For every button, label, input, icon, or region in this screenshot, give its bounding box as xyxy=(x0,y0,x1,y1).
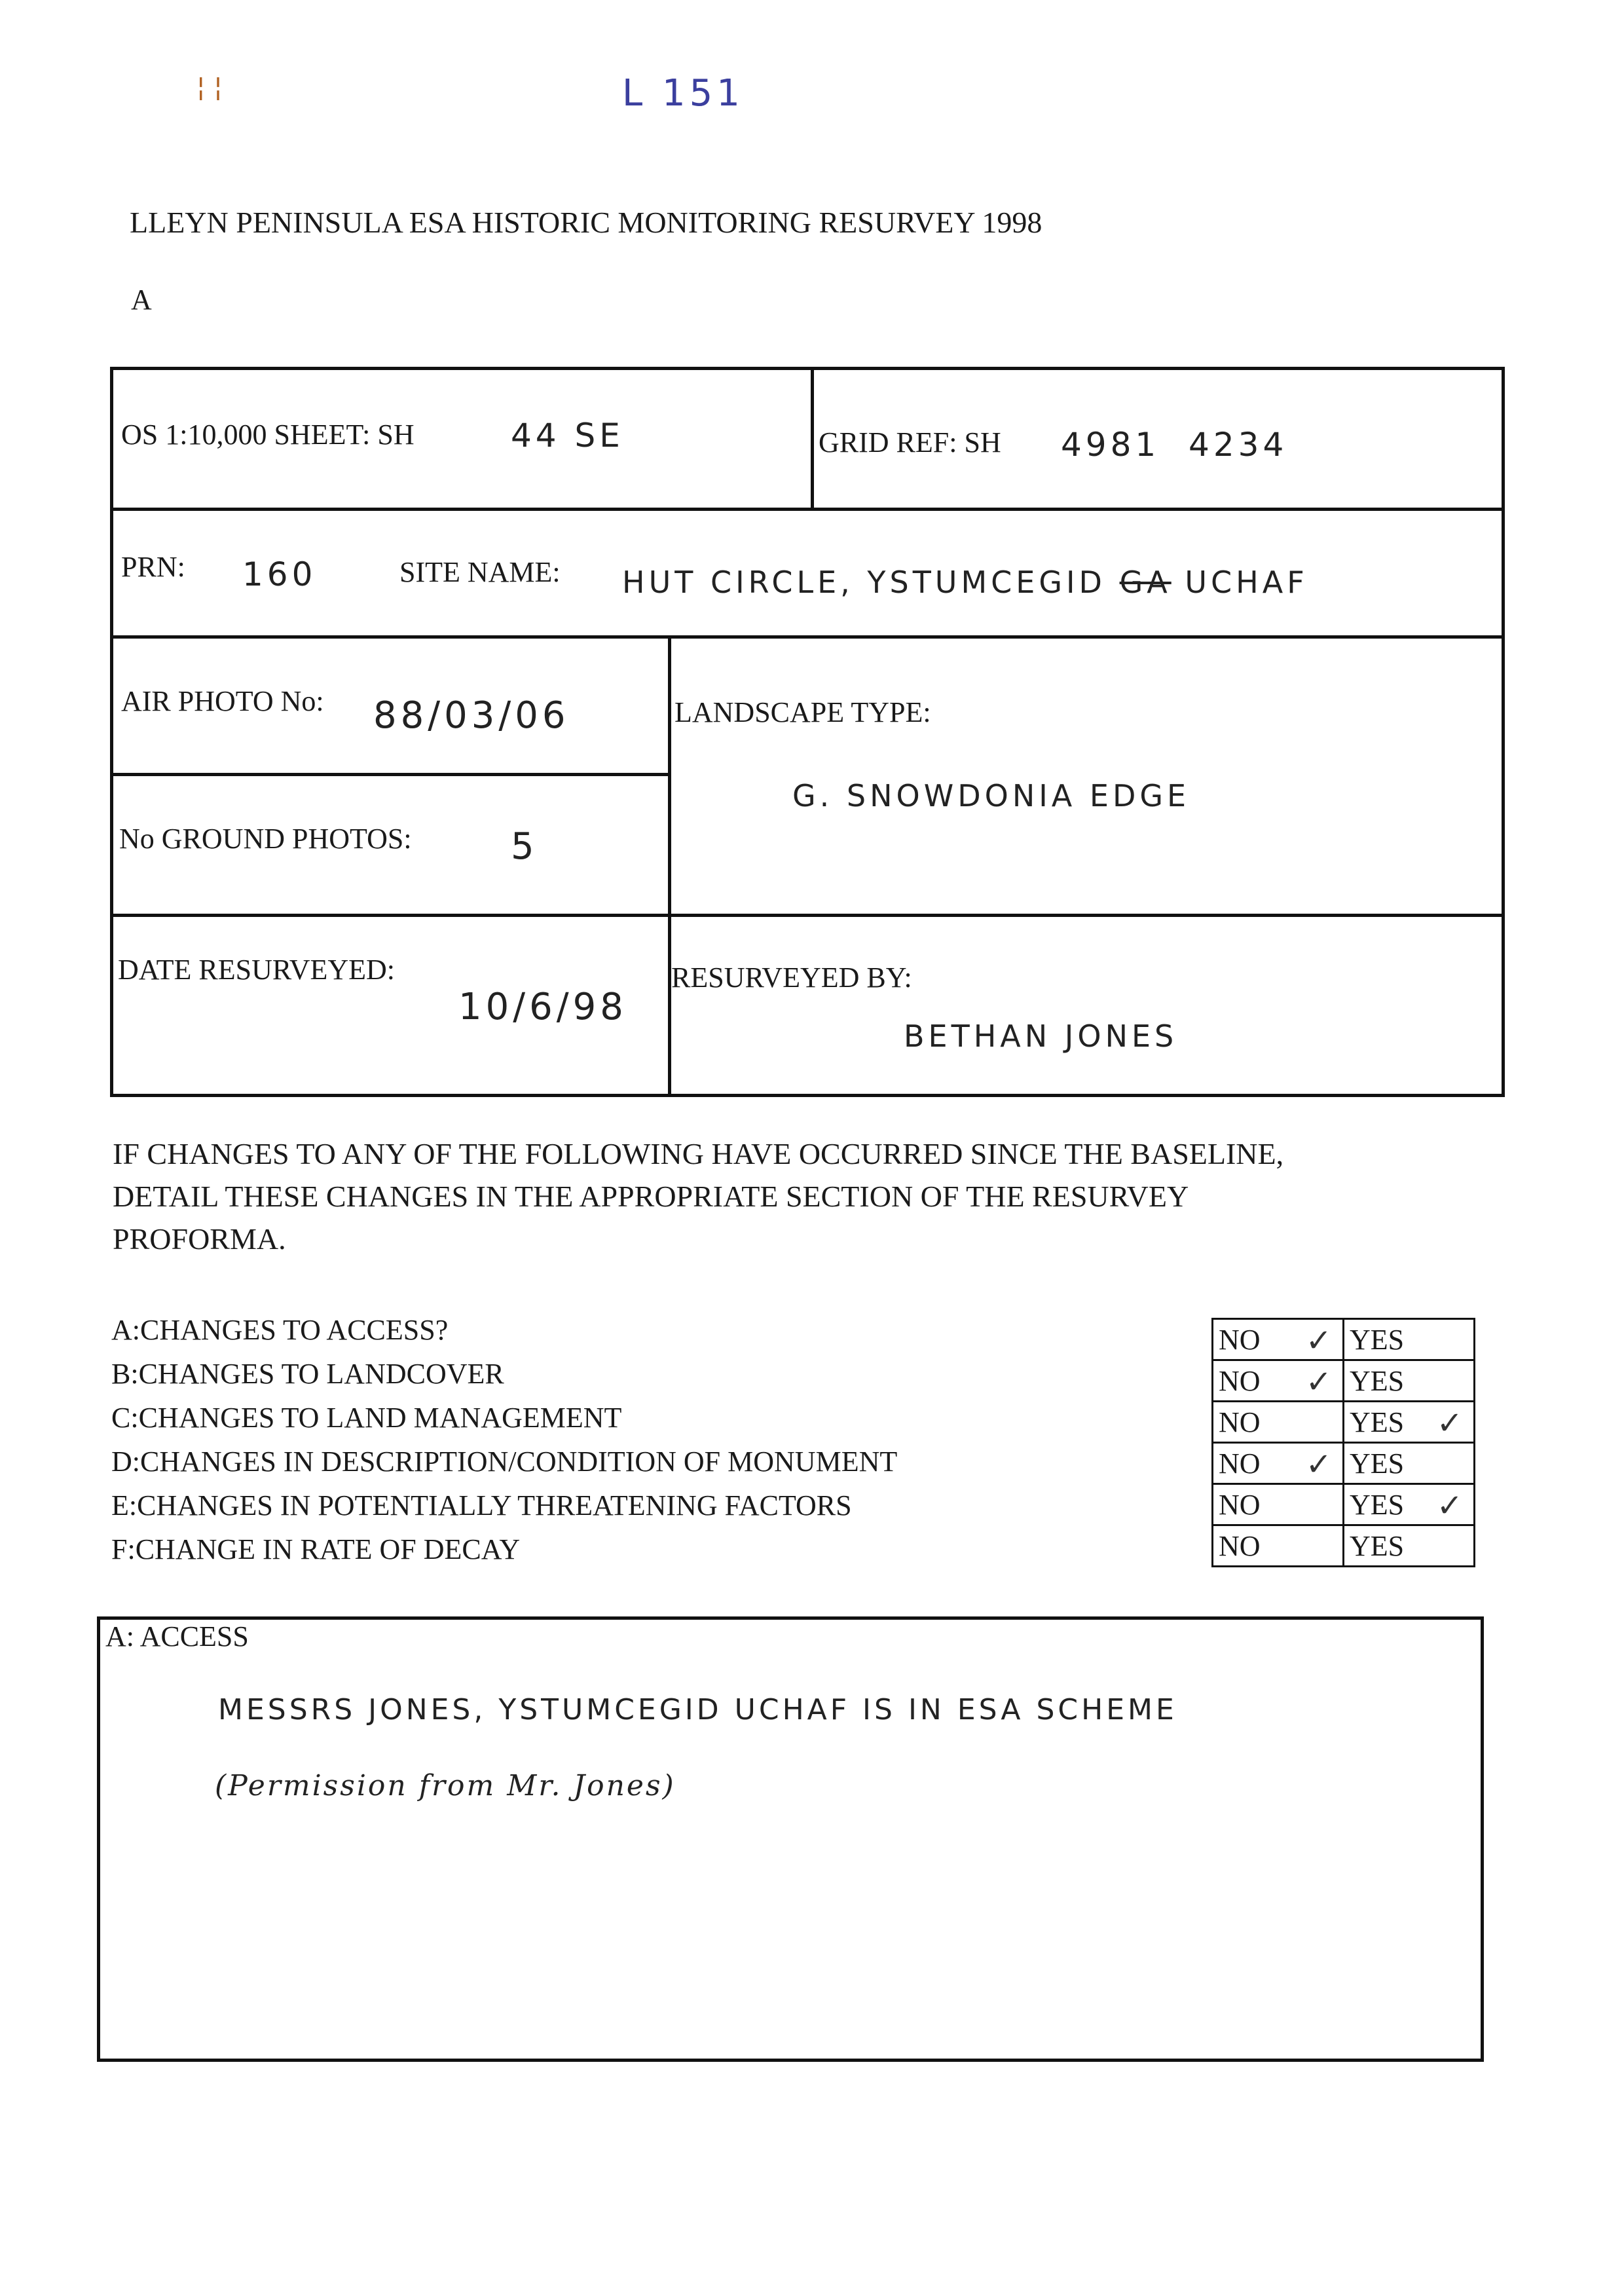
no-label: NO xyxy=(1219,1364,1261,1397)
no-label: NO xyxy=(1219,1447,1261,1480)
yes-label: YES xyxy=(1350,1529,1405,1562)
no-tick: ✓ xyxy=(1305,1364,1332,1400)
no-cell[interactable] xyxy=(1213,1360,1344,1402)
access-section xyxy=(97,1616,1484,2062)
instruction-line: IF CHANGES TO ANY OF THE FOLLOWING HAVE OCCURRED SINCE THE BASELINE, xyxy=(113,1137,1284,1170)
change-question: E:CHANGES IN POTENTIALLY THREATENING FACTORS xyxy=(111,1489,852,1521)
prn-value: 160 xyxy=(242,555,317,593)
form-rule xyxy=(668,635,671,1097)
yes-cell[interactable] xyxy=(1344,1402,1475,1443)
yes-label: YES xyxy=(1350,1447,1405,1480)
grid-ref-value: 4981 4234 xyxy=(1061,426,1288,464)
site-name-struck: GA xyxy=(1119,565,1172,600)
yes-cell[interactable] xyxy=(1344,1319,1475,1360)
no-tick: ✓ xyxy=(1305,1322,1332,1359)
yes-cell[interactable] xyxy=(1344,1484,1475,1525)
air-photo-label: AIR PHOTO No: xyxy=(121,685,324,717)
yes-tick: ✓ xyxy=(1436,1487,1463,1524)
form-rule xyxy=(110,773,670,776)
yes-no-row xyxy=(1213,1360,1475,1402)
no-cell[interactable] xyxy=(1213,1484,1344,1525)
yes-no-row xyxy=(1213,1443,1475,1484)
resurveyed-by-value: BETHAN JONES xyxy=(904,1018,1178,1054)
page-mark: L 151 xyxy=(622,72,744,115)
no-label: NO xyxy=(1219,1406,1261,1438)
document-title: LLEYN PENINSULA ESA HISTORIC MONITORING RESURVEY 1998 xyxy=(130,206,1043,239)
no-tick: ✓ xyxy=(1305,1446,1332,1483)
resurveyed-by-label: RESURVEYED BY: xyxy=(671,961,912,994)
form-rule xyxy=(110,635,1505,639)
form-rule xyxy=(110,914,1505,917)
yes-label: YES xyxy=(1350,1406,1405,1438)
yes-no-row xyxy=(1213,1525,1475,1567)
change-question: B:CHANGES TO LANDCOVER xyxy=(111,1358,504,1390)
landscape-type-value: G. SNOWDONIA EDGE xyxy=(792,778,1190,813)
yes-cell[interactable] xyxy=(1344,1525,1475,1567)
instruction-line: PROFORMA. xyxy=(113,1222,286,1256)
no-label: NO xyxy=(1219,1488,1261,1521)
site-name-value xyxy=(622,565,1308,600)
yes-tick: ✓ xyxy=(1436,1405,1463,1442)
date-resurveyed-value: 10/6/98 xyxy=(458,986,627,1028)
access-note-line: MESSRS JONES, YSTUMCEGID UCHAF IS IN ESA SCHEME xyxy=(218,1693,1177,1726)
yes-no-row xyxy=(1213,1319,1475,1360)
yes-cell[interactable] xyxy=(1344,1443,1475,1484)
yes-label: YES xyxy=(1350,1364,1405,1397)
change-question: C:CHANGES TO LAND MANAGEMENT xyxy=(111,1402,622,1434)
scan-marks: ¦ ¦ xyxy=(196,72,223,102)
change-question: F:CHANGE IN RATE OF DECAY xyxy=(111,1533,521,1565)
yes-no-row xyxy=(1213,1402,1475,1443)
no-cell[interactable] xyxy=(1213,1443,1344,1484)
ground-photos-label: No GROUND PHOTOS: xyxy=(119,823,412,855)
change-question: A:CHANGES TO ACCESS? xyxy=(111,1314,449,1346)
change-question: D:CHANGES IN DESCRIPTION/CONDITION OF MONUMENT xyxy=(111,1446,898,1478)
access-heading: A: ACCESS xyxy=(105,1620,249,1652)
form-rule xyxy=(811,367,814,508)
landscape-type-label: LANDSCAPE TYPE: xyxy=(674,696,931,728)
site-name-label: SITE NAME: xyxy=(399,556,561,588)
instruction-line: DETAIL THESE CHANGES IN THE APPROPRIATE SECTION OF THE RESURVEY xyxy=(113,1180,1189,1213)
yes-no-row xyxy=(1213,1484,1475,1525)
yes-label: YES xyxy=(1350,1488,1405,1521)
date-resurveyed-label: DATE RESURVEYED: xyxy=(118,954,396,986)
ground-photos-value: 5 xyxy=(511,825,538,868)
no-label: NO xyxy=(1219,1529,1261,1562)
no-label: NO xyxy=(1219,1323,1261,1356)
yes-no-table xyxy=(1211,1318,1475,1567)
grid-ref-label: GRID REF: SH xyxy=(819,426,1001,458)
air-photo-value: 88/03/06 xyxy=(373,694,570,737)
sheet-label: OS 1:10,000 SHEET: SH xyxy=(121,419,415,451)
yes-label: YES xyxy=(1350,1323,1405,1356)
section-letter: A xyxy=(131,284,152,316)
site-name-main: HUT CIRCLE, YSTUMCEGID xyxy=(622,565,1106,600)
no-cell[interactable] xyxy=(1213,1402,1344,1443)
form-rule xyxy=(110,508,1505,511)
no-cell[interactable] xyxy=(1213,1525,1344,1567)
yes-cell[interactable] xyxy=(1344,1360,1475,1402)
prn-label: PRN: xyxy=(121,551,185,583)
access-note-line: (Permission from Mr. Jones) xyxy=(215,1769,676,1802)
no-cell[interactable] xyxy=(1213,1319,1344,1360)
sheet-value: 44 SE xyxy=(511,417,624,455)
site-name-end: UCHAF xyxy=(1185,565,1308,600)
